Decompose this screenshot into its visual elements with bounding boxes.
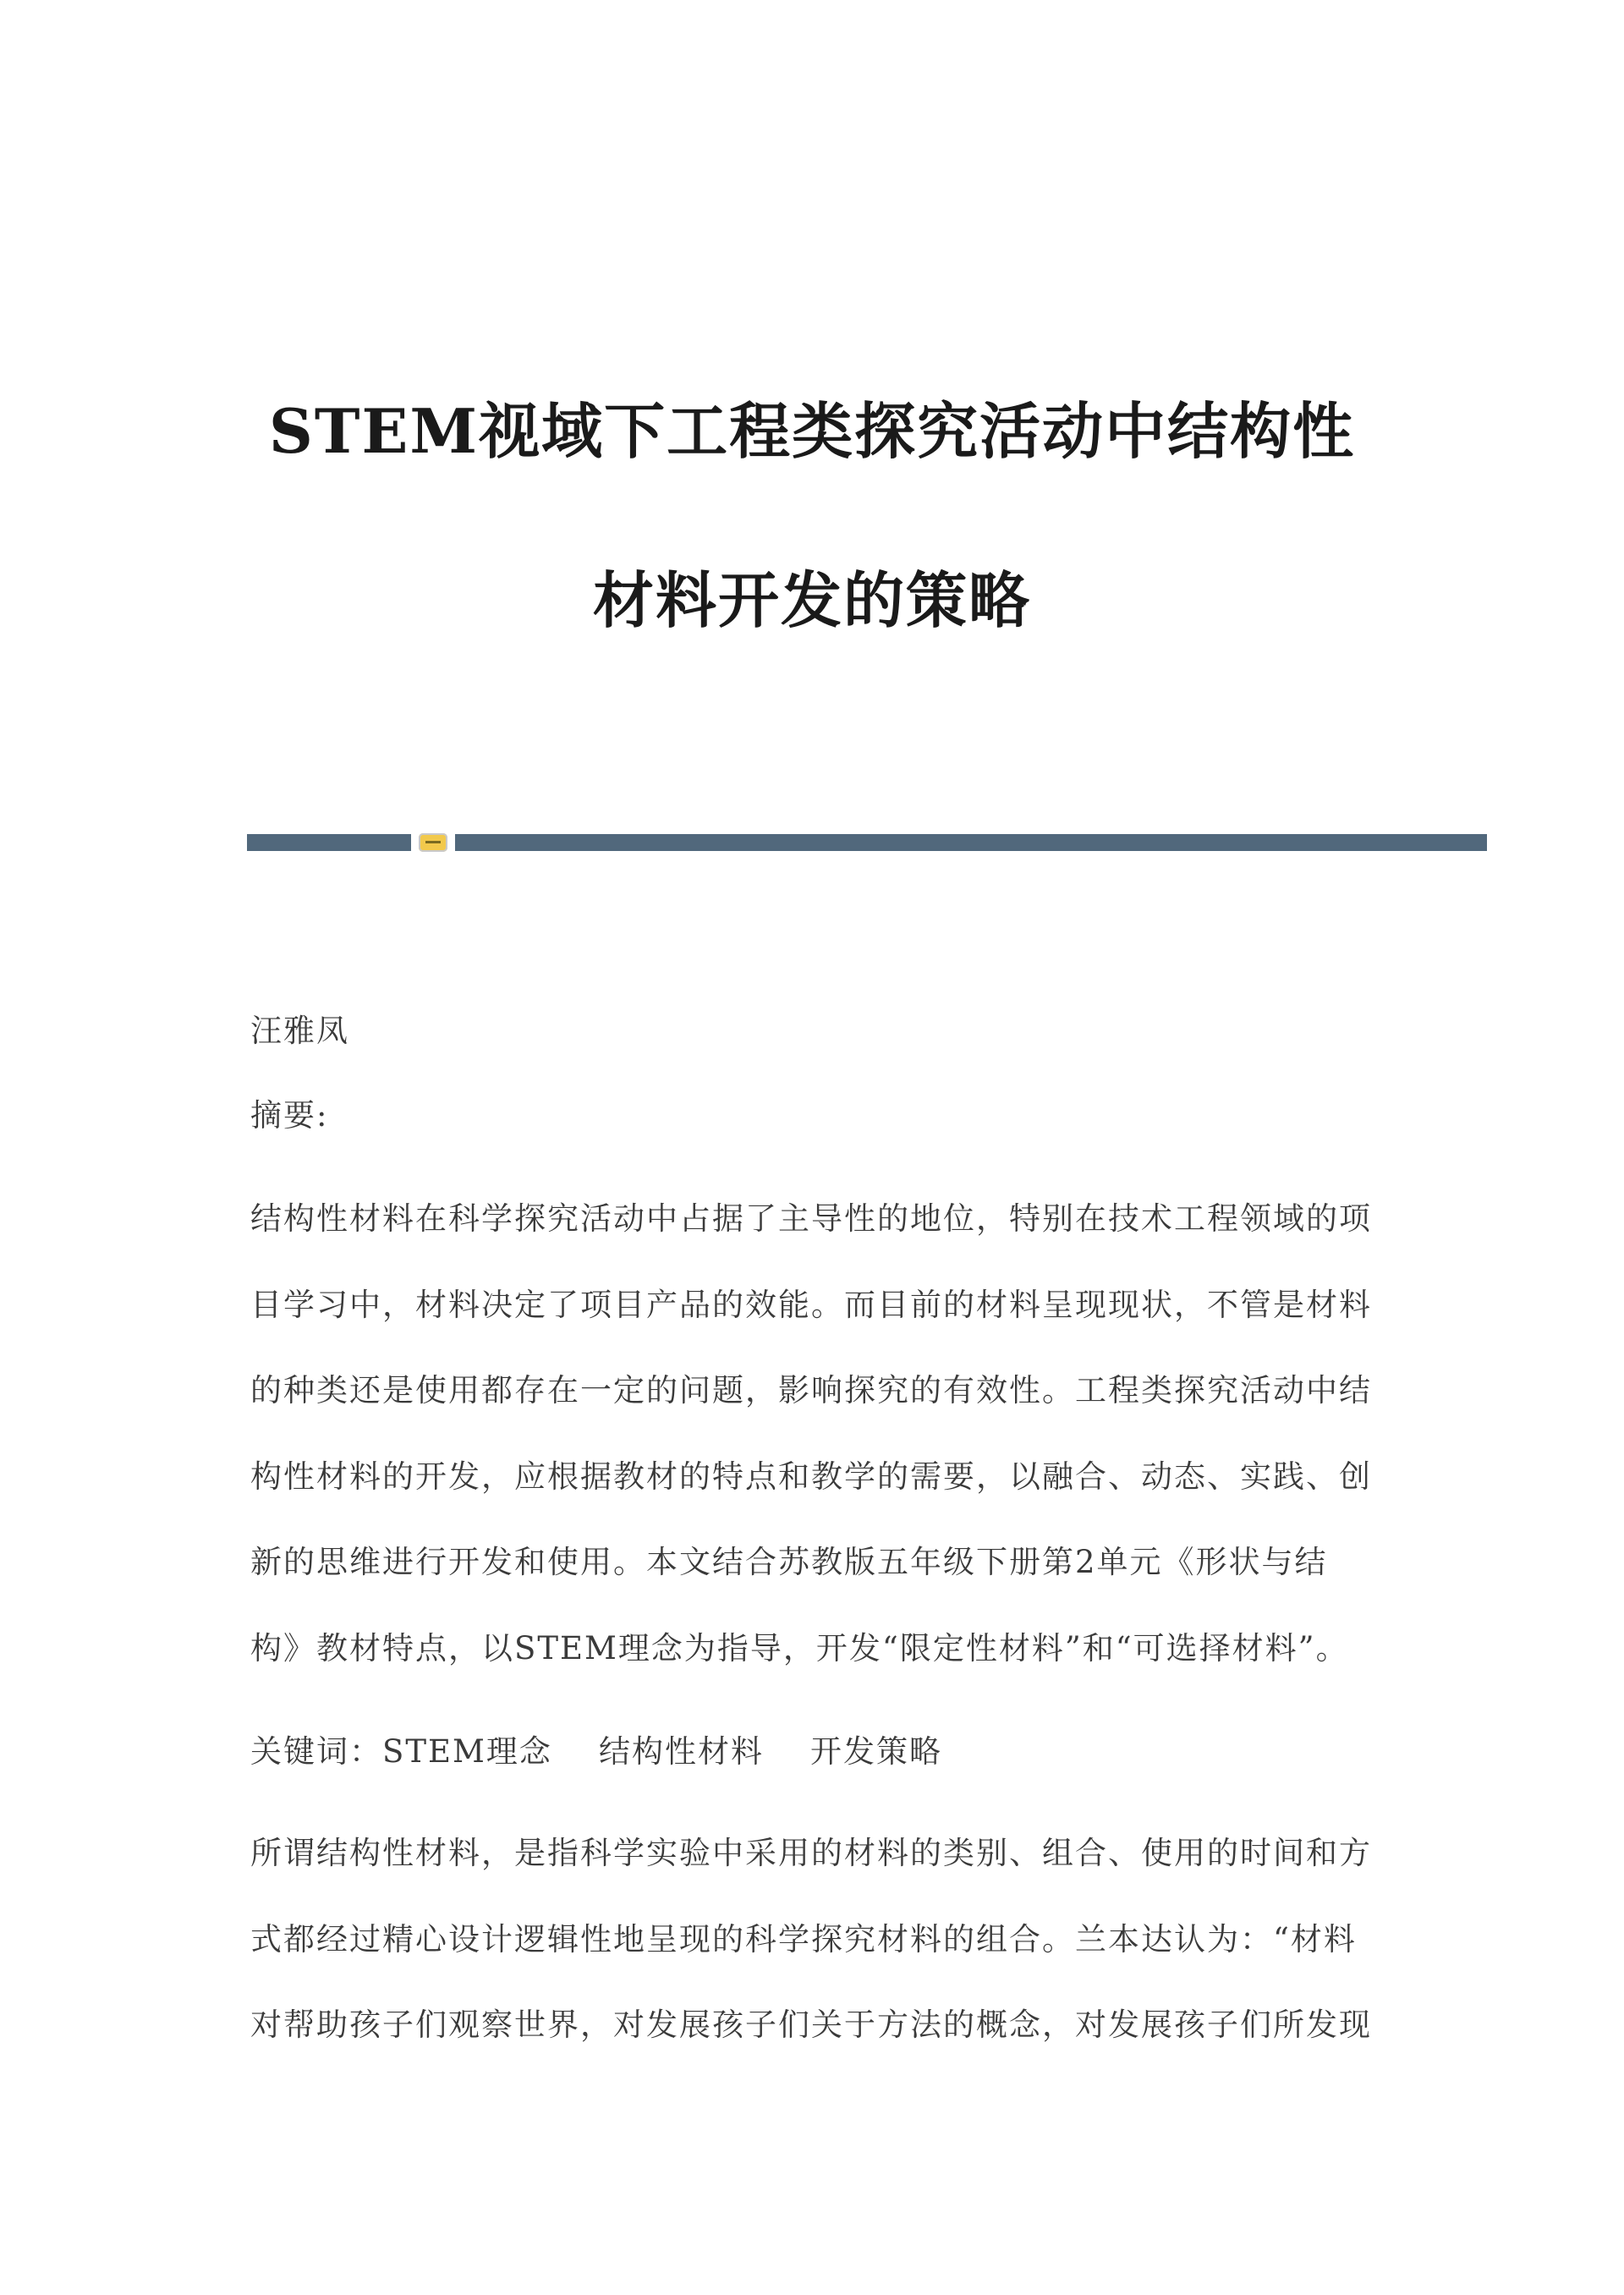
title-divider	[247, 834, 1487, 851]
intro-paragraph	[250, 1810, 1372, 2068]
divider-bar-right	[455, 834, 1487, 851]
intro-line: 所谓结构性材料，是指科学实验中采用的材料的类别、组合、使用的时间和方	[250, 1835, 1372, 1871]
intro-line: 式都经过精心设计逻辑性地呈现的科学探究材料的组合。兰本达认为：“材料	[250, 1920, 1357, 1957]
intro-line: 对帮助孩子们观察世界，对发展孩子们关于方法的概念，对发展孩子们所发现	[250, 2007, 1372, 2043]
abstract-line: 目学习中，材料决定了项目产品的效能。而目前的材料呈现现状，不管是材料	[250, 1286, 1372, 1323]
abstract-label: 摘要:	[250, 1097, 329, 1134]
author-name: 汪雅凤	[250, 1013, 349, 1049]
abstract-line: 构》教材特点，以STEM理念为指导，开发“限定性材料”和“可选择材料”。	[250, 1629, 1349, 1666]
abstract-line: 新的思维进行开发和使用。本文结合苏教版五年级下册第2单元《形状与结	[250, 1544, 1328, 1580]
abstract-line: 构性材料的开发，应根据教材的特点和教学的需要，以融合、动态、实践、创	[250, 1458, 1372, 1495]
keywords-line: 关键词：STEM理念 结构性材料 开发策略	[250, 1733, 943, 1770]
abstract-line: 的种类还是使用都存在一定的问题，影响探究的有效性。工程类探究活动中结	[250, 1372, 1372, 1408]
abstract-line: 结构性材料在科学探究活动中占据了主导性的地位，特别在技术工程领域的项	[250, 1200, 1372, 1237]
divider-bar-left	[247, 834, 411, 851]
document-title-line-2: 材料开发的策略	[592, 564, 1031, 636]
divider-marker-icon	[419, 833, 447, 852]
document-title-line-1: STEM视域下工程类探究活动中结构性	[268, 395, 1356, 467]
abstract-paragraph	[250, 1176, 1372, 1691]
